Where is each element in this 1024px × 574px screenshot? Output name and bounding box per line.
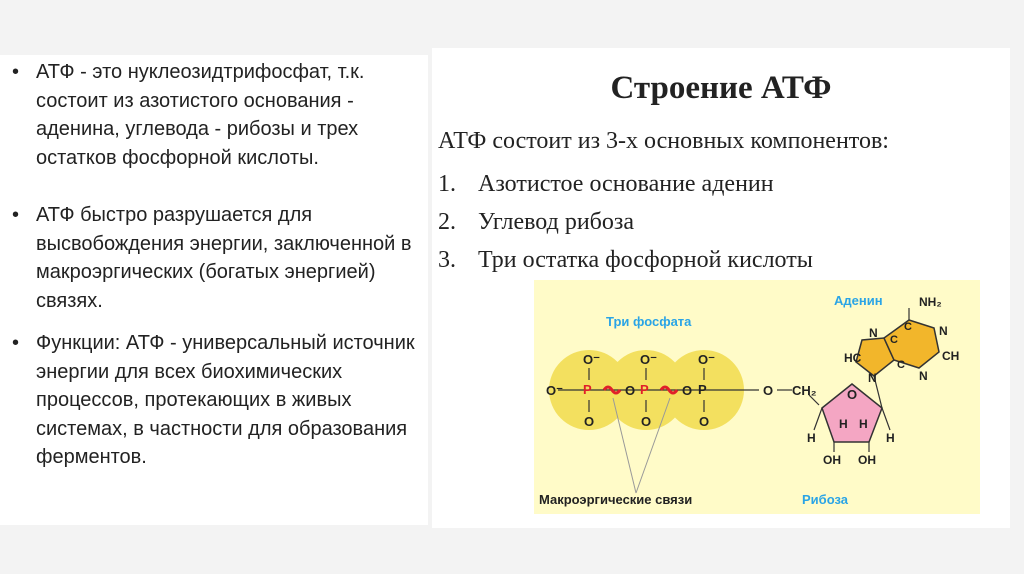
atom-label: C [897,359,905,371]
atom-label: N [919,369,928,383]
component-text: Углевод рибоза [478,209,635,235]
atom-label: O [641,414,652,429]
bullet-text: Функции: АТФ - универсальный источник энергии для всех биохимических процессов, протекающих в живых системах, в частности для образования ферментов. [36,332,415,469]
atom-label: O⁻ [640,352,657,367]
atom-label: P [640,382,649,397]
component-number: 1. [438,171,456,197]
component-item [438,206,813,244]
bond-line [882,408,890,430]
atom-label: O [625,383,636,398]
component-item [438,168,813,206]
bullet-item-definition [12,58,432,201]
atom-label: H [886,431,895,445]
atom-label: H [859,417,868,431]
bullet-marker: • [12,61,20,83]
atom-label: P [698,382,707,397]
label-ribose: Рибоза [802,492,848,507]
bullet-text: АТФ - это нуклеозидтрифосфат, т.к. состоит из азотистого основания - аденина, углевода - рибозы и трех остатков фосфорной кислоты. [36,61,365,169]
atom-label: O⁻ [546,383,563,398]
atom-label: O [847,387,858,402]
atom-label: N [868,371,877,385]
bullet-text: АТФ быстро разрушается для высвобождения энергии, заключенной в макроэргических (богатых энергией) связях. [36,204,412,312]
atom-label: NH₂ [919,295,942,309]
bullet-item-functions [12,329,432,472]
atom-label: CH [942,349,960,363]
component-number: 2. [438,209,456,235]
atom-label: OH [858,453,876,467]
atom-label: H [807,431,816,445]
atom-label: O [682,383,693,398]
label-high-energy-bonds: Макроэргические связи [539,492,693,507]
atom-label: N [939,324,948,338]
atom-label: P [583,382,592,397]
bond-line [814,408,822,430]
atp-structure-diagram [534,280,980,514]
bullet-list [12,58,432,472]
component-text: Азотистое основание аденин [478,171,774,197]
atom-label: O⁻ [583,352,600,367]
atp-molecule-svg [534,280,980,514]
components-list [438,168,813,282]
component-text: Три остатка фосфорной кислоты [478,247,813,273]
atom-label: O⁻ [698,352,715,367]
atom-label: O [699,414,710,429]
label-adenine: Аденин [834,293,883,308]
atom-label: C [904,321,912,333]
atom-label: OH [823,453,841,467]
component-number: 3. [438,247,456,273]
component-item [438,244,813,282]
bullet-marker: • [12,332,20,354]
atom-label: H [839,417,848,431]
intro-text: АТФ состоит из 3-х основных компонентов: [438,128,889,154]
atom-label: N [869,326,878,340]
atom-label: O [584,414,595,429]
atom-label: CH₂ [792,383,817,398]
slide-title: Строение АТФ [610,70,832,106]
bullet-marker: • [12,204,20,226]
atom-label: HC [844,351,862,365]
label-three-phosphates: Три фосфата [606,314,692,329]
atom-label: O [763,383,774,398]
atom-label: C [890,334,898,346]
bullet-item-energy [12,201,432,329]
